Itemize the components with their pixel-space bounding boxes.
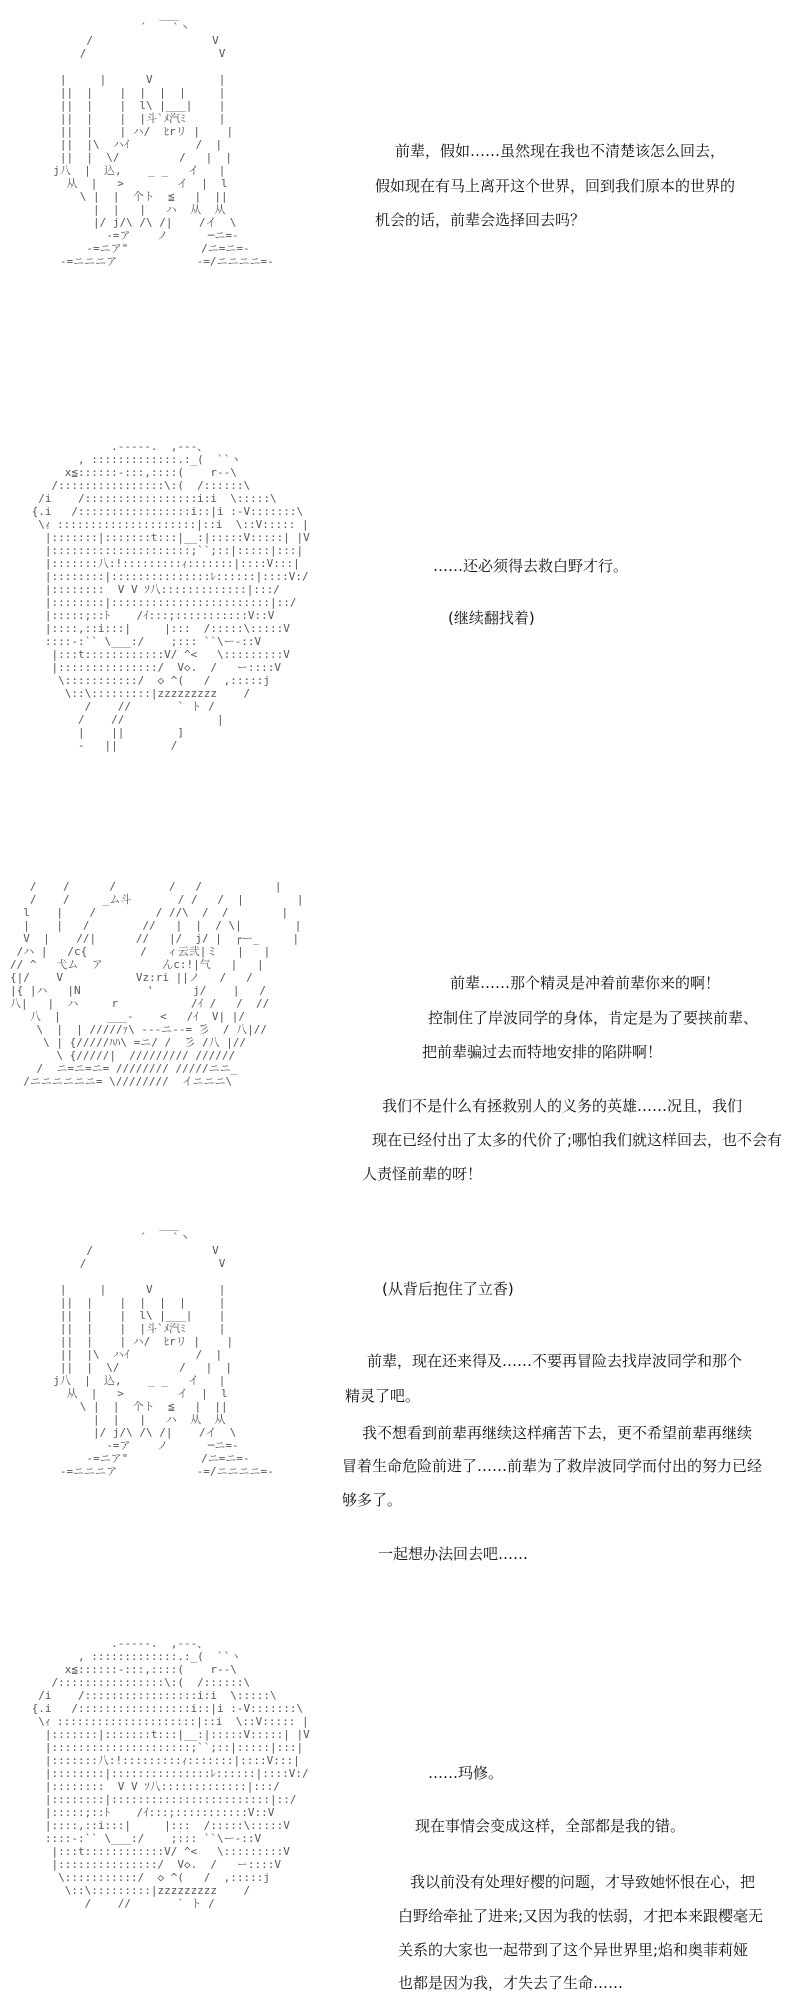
dialogue-line: 控制住了岸波同学的身体，肯定是为了要挟前辈、 [428,1009,759,1027]
dialogue-line: 冒着生命危险前进了……前辈为了救岸波同学而付出的努力已经 [342,1457,763,1475]
dialogue-line: 够多了。 [342,1491,403,1509]
dialogue-line: 前辈……那个精灵是冲着前辈你来的啊！ [450,974,721,992]
dialogue-line: 前辈，假如……虽然现在我也不清楚该怎么回去， [395,142,726,160]
ascii-art-character: / / / / / | / / _ム斗 / / / | | l | / / //\ / / | | | / // | | / \| | V | //| // |/ j/ | ┌ー_ | /ハ | /c{ / ィ云弐|ミ | | // ^ 弋ム ア んc:!|气 | | {|/ V Vz:ri ||ノ / / |{ |ハ |N ' j/ | / 八| | ハ r /ｲ / / // 八 | ___- < /ｲ V| |/ \ | | /////ｧ\ ---ニ--= ̄彡 / 八|// \ | {/////ﾊﾊ\ =ニ/ / ̄彡 /八 |// \ {/////| ///////// ////// / ニ=ニ=ニ= //////// /////ニニ_ /ニニニニニニ= \//////// イニニニ\ [10,880,304,1088]
narration-line: (从背后抱住了立香) [382,1280,514,1298]
scene-2 [0,435,800,855]
scene-1 [0,0,800,420]
dialogue-line: 也都是因为我，才失去了生命…… [398,1974,624,1992]
dialogue-line: ……玛修。 [428,1764,504,1782]
dialogue-line: 一起想办法回去吧…… [378,1545,529,1563]
dialogue-line: 把前辈骗过去而特地安排的陷阱啊！ [422,1043,663,1061]
dialogue-line: 人责怪前辈的呀！ [362,1165,483,1183]
dialogue-line: 我不想看到前辈再继续这样痛苦下去，更不希望前辈再继续 [362,1424,753,1442]
dialogue-line: 我们不是什么有拯救别人的义务的英雄……况且，我们 [382,1097,743,1115]
dialogue-line: 关系的大家也一起带到了这个异世界里;焰和奥菲莉娅 [398,1941,749,1959]
ascii-art-character: ___ ´ `丶 / V / V | | V | || | | | | | | || | | l\ |___| | || | | |斗`ﾒ汽ﾐ | || | | ハ/ ﾋrリ | | || |\ ハｲ / | || | \/ / | | j八 | 込, _ _ イ | 从 | > イ | l \ | | 个ト ≦ | || | | | ハ 从 从 |/ j/\ /\ /| /イ \ -=ア ノ ─ニ=- -=ニア" /ニ=ニ=- -=ニニニア -=/ニニニニ=- [53,8,274,268]
dialogue-line: 现在事情会变成这样，全部都是我的错。 [415,1817,686,1835]
dialogue-line: 前辈，现在还来得及……不要再冒险去找岸波同学和那个 [367,1352,743,1370]
dialogue-line: 我以前没有处理好樱的问题，才导致她怀恨在心，把 [410,1873,756,1891]
dialogue-line: 白野给牵扯了进来;又因为我的怯弱，才把本来跟樱毫无 [398,1907,764,1925]
scene-5 [0,1635,800,2000]
dialogue-line: ……还必须得去救白野才行。 [433,557,629,575]
ascii-art-character: .-----. ,-‐‐、 , :::::::::::::.:_( ``ヽ x≦::::::-:::,::::( r‐‐\ /::::::::::::::::\:( /::::::\ /i /:::::::::::::::::i:i \:::::\ {.i /:::::::::::::::::i::|i :-V:::::::\ \ｨ :::::::::::::::::::::|::i \::V::::: | |:::::::|:::::::t:::|__:|:::::V:::::| |V |:::::::::::::::::::::;``;::|:::::|:::| |:::::::八:!:::::::::ｨ:::::::|::::V:::| |::::::::|:::::::::::::::ﾚ::::::|::::V:/ |:::::::: V V ｿ八:::::::::::::|:::/ |::::::::|::::::::::::::::::::::::|::/ |:::::;::ﾄ /ｲ:::;:::::::::::V::V |::::,::i:::| |::: /:::::\:::::V ::::-:`` \___:/ ;::: ``\ー-::V |:::t::::::::::::V/ ^< \:::::::::V |:::::::::::::::/ V◇. / ー::::V \:::::::::::/ ◇ ^( / ,:::::j \::\:::::::::|zzzzzzzzz / / // ` ト / / // | | || ] - || / [31,440,310,752]
ascii-art-character: .-----. ,-‐‐、 , :::::::::::::.:_( ``ヽ x≦::::::-:::,::::( r‐‐\ /::::::::::::::::\:( /::::::\ /i /:::::::::::::::::i:i \:::::\ {.i /:::::::::::::::::i::|i :-V:::::::\ \ｨ :::::::::::::::::::::|::i \::V::::: | |:::::::|:::::::t:::|__:|:::::V:::::| |V |:::::::::::::::::::::;``;::|:::::|:::| |:::::::八:!:::::::::ｨ:::::::|::::V:::| |::::::::|:::::::::::::::ﾚ::::::|::::V:/ |:::::::: V V ｿ八:::::::::::::|:::/ |::::::::|::::::::::::::::::::::::|::/ |:::::;::ﾄ /ｲ:::;:::::::::::V::V |::::,::i:::| |::: /:::::\:::::V ::::-:`` \___:/ ;::: ``\ー-::V |:::t::::::::::::V/ ^< \:::::::::V |:::::::::::::::/ V◇. / ー::::V \:::::::::::/ ◇ ^( / ,:::::j \::\:::::::::|zzzzzzzzz / / // ` ト / [31,1637,310,1910]
narration-line: (继续翻找着) [448,609,535,627]
dialogue-line: 假如现在有马上离开这个世界，回到我们原本的世界的 [375,177,736,195]
scene-3 [0,870,800,1200]
ascii-art-character: ___ ´ `丶 / V / V | | V | || | | | | | | || | | l\ |___| | || | | |斗`ﾒ汽ﾐ | || | | ハ/ ﾋrリ | | || |\ ハｲ / | || | \/ / | | j八 | 込, _ _ イ | 从 | > イ | l \ | | 个ト ≦ | || | | | ハ 从 从 |/ j/\ /\ /| /イ \ -=ア ノ ─ニ=- -=ニア" /ニ=ニ=- -=ニニニア -=/ニニニニ=- [53,1218,274,1478]
dialogue-line: 现在已经付出了太多的代价了;哪怕我们就这样回去，也不会有 [372,1131,783,1149]
dialogue-line: 精灵了吧。 [345,1387,421,1405]
scene-4 [0,1210,800,1610]
dialogue-line: 机会的话，前辈会选择回去吗？ [375,211,586,229]
